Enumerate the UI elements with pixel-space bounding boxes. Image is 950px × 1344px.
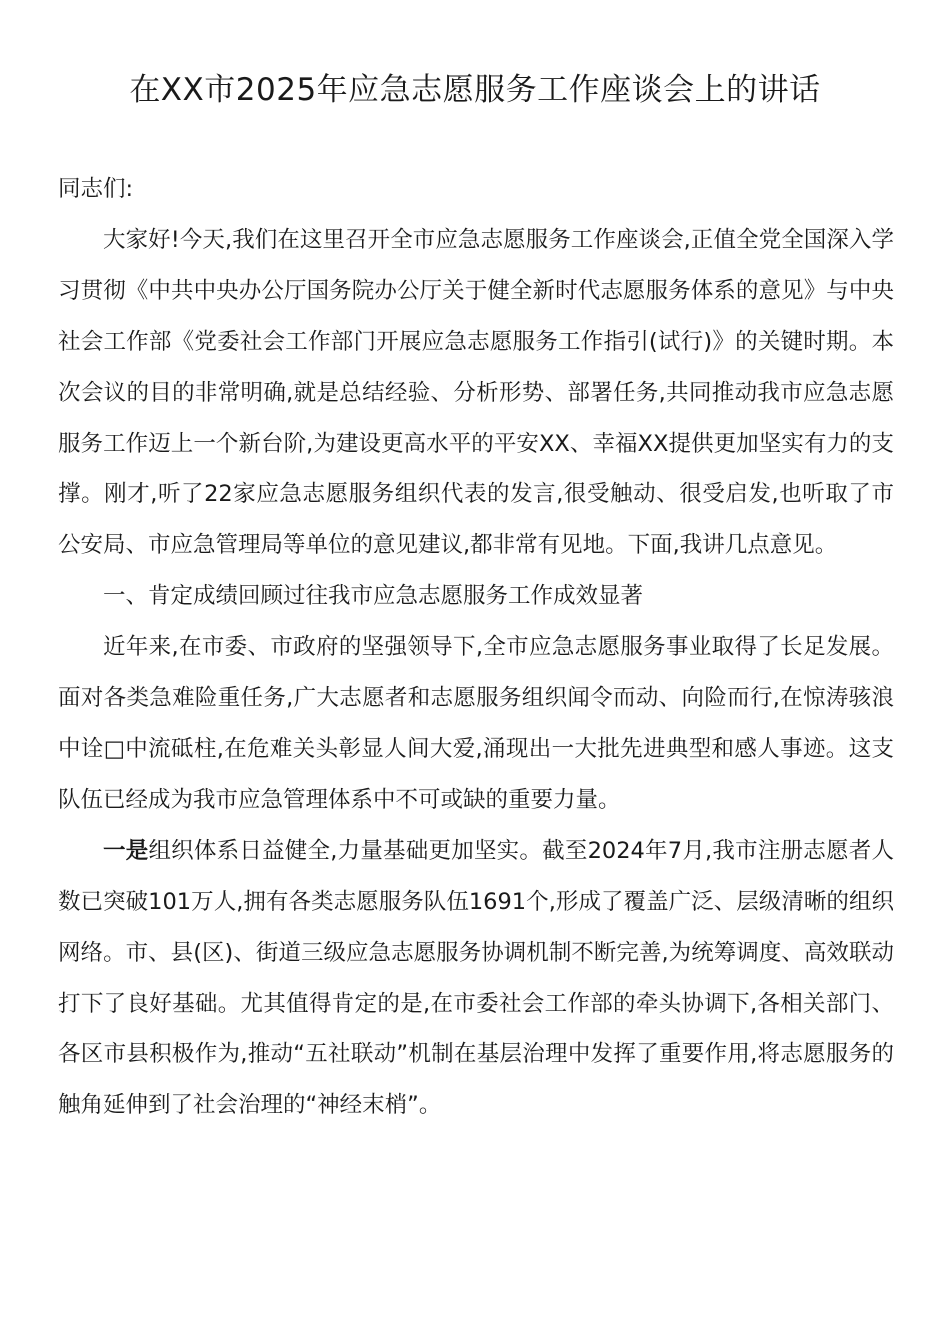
document-title: 在XX市2025年应急志愿服务工作座谈会上的讲话	[129, 72, 821, 108]
paragraph-point-one	[58, 826, 894, 1131]
document-body	[58, 164, 894, 1131]
point-one-lead: 一是	[103, 837, 149, 864]
point-one-body: 组织体系日益健全,力量基础更加坚实。截至2024年7月,我市注册志愿者人数已突破101万人,拥有各类志愿服务队伍1691个,形成了覆盖广泛、层级清晰的组织网络。市、县(区)、街道三级应急志愿服务协调机制不断完善,为统筹调度、高效联动打下了良好基础。尤其值得肯定的是,在市委社会工作部的牵头协调下,各相关部门、各区市县积极作为,推动“五社联动”机制在基层治理中发挥了重要作用,将志愿服务的触角延伸到了社会治理的“神经末梢”。	[58, 837, 894, 1119]
section-heading-1: 一、肯定成绩回顾过往我市应急志愿服务工作成效显著	[103, 583, 644, 610]
salutation: 同志们:	[58, 176, 134, 202]
paragraph-opening: 大家好!今天,我们在这里召开全市应急志愿服务工作座谈会,正值全党全国深入学习贯彻《中共中央办公厅国务院办公厅关于健全新时代志愿服务体系的意见》与中央社会工作部《党委社会工作部门开展应急志愿服务工作指引(试行)》的关键时期。本次会议的目的非常明确,就是总结经验、分析形势、部署任务,共同推动我市应急志愿服务工作迈上一个新台阶,为建设更高水平的平安XX、幸福XX提供更加坚实有力的支撑。刚才,听了22家应急志愿服务组织代表的发言,很受触动、很受启发,也听取了市公安局、市应急管理局等单位的意见建议,都非常有见地。下面,我讲几点意见。	[58, 226, 894, 559]
paragraph-achievements: 近年来,在市委、市政府的坚强领导下,全市应急志愿服务事业取得了长足发展。面对各类急难险重任务,广大志愿者和志愿服务组织闻令而动、向险而行,在惊涛骇浪中诠□中流砥柱,在危难关头彰显人间大爱,涌现出一大批先进典型和感人事迹。这支队伍已经成为我市应急管理体系中不可或缺的重要力量。	[58, 634, 894, 813]
